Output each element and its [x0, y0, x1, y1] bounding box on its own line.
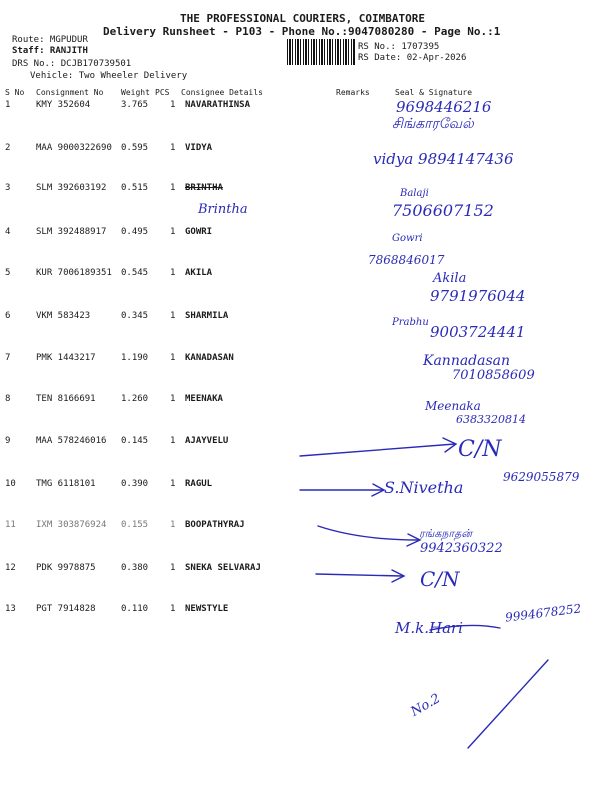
- handwritten-signature: ரங்கநாதன்: [419, 527, 472, 540]
- handwritten-signature: Akila: [433, 271, 467, 286]
- handwritten-signature: Kannadasan: [423, 353, 511, 369]
- row-consignment: IXM 303876924: [36, 520, 107, 530]
- handwritten-mark: No.2: [408, 691, 444, 720]
- row-consignee: NAVARATHINSA: [185, 100, 251, 110]
- row-weight: 0.345: [121, 311, 149, 321]
- staff-label: Staff: RANJITH: [12, 46, 88, 56]
- handwritten-phone: 7010858609: [452, 368, 535, 383]
- col-pcs: PCS: [155, 88, 170, 97]
- table-row: [0, 520, 600, 560]
- col-consignee: Consignee Details: [181, 88, 263, 97]
- row-weight: 3.765: [121, 100, 149, 110]
- row-weight: 0.145: [121, 436, 149, 446]
- barcode-image: [287, 39, 355, 65]
- row-sno: 7: [5, 353, 11, 363]
- handwritten-phone: 9003724441: [430, 323, 526, 341]
- handwritten-phone: 9791976044: [430, 287, 526, 305]
- row-pcs: 1: [170, 268, 176, 278]
- row-consignee: MEENAKA: [185, 394, 223, 404]
- handwritten-signature: Gowri: [392, 233, 423, 244]
- row-sno: 3: [5, 183, 11, 193]
- handwritten-phone: 7868846017: [368, 253, 445, 267]
- handwritten-signature: vidya 9894147436: [373, 150, 514, 168]
- row-consignee: BOOPATHYRAJ: [185, 520, 245, 530]
- row-sno: 6: [5, 311, 11, 321]
- row-sno: 11: [5, 520, 16, 530]
- row-pcs: 1: [170, 436, 176, 446]
- row-sno: 1: [5, 100, 11, 110]
- row-weight: 0.545: [121, 268, 149, 278]
- table-row: [0, 183, 600, 223]
- route-label: Route: MGPUDUR: [12, 35, 88, 45]
- col-consignment: Consignment No: [36, 88, 104, 97]
- handwritten-cn: C/N: [420, 567, 460, 591]
- row-consignee: RAGUL: [185, 479, 213, 489]
- handwritten-cn: C/N: [458, 437, 502, 462]
- table-row: [0, 100, 600, 140]
- row-consignee: KANADASAN: [185, 353, 234, 363]
- handwritten-phone: 9994678252: [504, 601, 582, 625]
- row-weight: 1.260: [121, 394, 149, 404]
- row-pcs: 1: [170, 100, 176, 110]
- row-consignment: KMY 352604: [36, 100, 91, 110]
- rs-date: RS Date: 02-Apr-2026: [358, 53, 467, 63]
- rs-number: RS No.: 1707395: [358, 42, 440, 52]
- table-row: [0, 479, 600, 519]
- row-sno: 13: [5, 604, 16, 614]
- row-consignee: NEWSTYLE: [185, 604, 229, 614]
- col-sno: S No: [5, 88, 25, 97]
- row-consignment: MAA 9000322690: [36, 143, 112, 153]
- row-consignment: PDK 9978875: [36, 563, 96, 573]
- row-consignment: VKM 583423: [36, 311, 91, 321]
- row-sno: 4: [5, 227, 11, 237]
- handwritten-signature: சிங்காரவேல்: [392, 116, 474, 132]
- row-pcs: 1: [170, 563, 176, 573]
- table-row: [0, 563, 600, 603]
- handwritten-name: Brintha: [198, 202, 248, 217]
- company-title: THE PROFESSIONAL COURIERS, COIMBATORE: [180, 12, 426, 25]
- row-pcs: 1: [170, 520, 176, 530]
- row-weight: 0.390: [121, 479, 149, 489]
- row-consignee: AJAYVELU: [185, 436, 229, 446]
- row-weight: 0.380: [121, 563, 149, 573]
- row-consignment: SLM 392603192: [36, 183, 107, 193]
- row-consignee: BRINTHA: [185, 183, 223, 193]
- handwritten-phone: 9942360322: [420, 541, 503, 556]
- row-weight: 0.155: [121, 520, 149, 530]
- row-consignment: KUR 7006189351: [36, 268, 112, 278]
- row-consignment: TEN 8166691: [36, 394, 96, 404]
- row-weight: 1.190: [121, 353, 149, 363]
- row-sno: 9: [5, 436, 11, 446]
- row-consignment: PMK 1443217: [36, 353, 96, 363]
- row-pcs: 1: [170, 353, 176, 363]
- handwritten-signature: M.k.Hari: [395, 619, 463, 637]
- row-sno: 8: [5, 394, 11, 404]
- handwritten-signature: Balaji: [400, 188, 429, 199]
- handwritten-signature: S.Nivetha: [384, 478, 464, 497]
- handwritten-phone: 9629055879: [503, 470, 580, 484]
- vehicle-label: Vehicle: Two Wheeler Delivery: [30, 71, 188, 81]
- slash-stroke: [468, 660, 548, 748]
- col-weight: Weight: [121, 88, 150, 97]
- drs-label: DRS No.: DCJB170739501: [12, 59, 132, 69]
- table-row: [0, 227, 600, 267]
- row-consignment: PGT 7914828: [36, 604, 96, 614]
- row-sno: 5: [5, 268, 11, 278]
- row-pcs: 1: [170, 227, 176, 237]
- row-sno: 2: [5, 143, 11, 153]
- row-consignment: TMG 6118101: [36, 479, 96, 489]
- row-pcs: 1: [170, 183, 176, 193]
- row-sno: 12: [5, 563, 16, 573]
- row-weight: 0.515: [121, 183, 149, 193]
- row-consignee: GOWRI: [185, 227, 213, 237]
- handwritten-signature: Meenaka: [425, 399, 481, 413]
- row-consignee: VIDYA: [185, 143, 213, 153]
- handwritten-signature: Prabhu: [392, 317, 429, 328]
- row-pcs: 1: [170, 143, 176, 153]
- row-pcs: 1: [170, 604, 176, 614]
- handwritten-phone: 9698446216: [396, 98, 492, 116]
- col-remarks: Remarks: [336, 88, 370, 97]
- handwritten-phone: 7506607152: [392, 201, 494, 220]
- runsheet-subtitle: Delivery Runsheet - P103 - Phone No.:9047080280 - Page No.:1: [103, 25, 501, 38]
- row-weight: 0.495: [121, 227, 149, 237]
- row-sno: 10: [5, 479, 16, 489]
- row-pcs: 1: [170, 479, 176, 489]
- row-consignee: SNEKA SELVARAJ: [185, 563, 261, 573]
- row-consignee: AKILA: [185, 268, 213, 278]
- row-consignee: SHARMILA: [185, 311, 229, 321]
- col-seal: Seal & Signature: [395, 88, 473, 97]
- row-weight: 0.110: [121, 604, 149, 614]
- row-weight: 0.595: [121, 143, 149, 153]
- handwritten-phone: 6383320814: [456, 413, 526, 426]
- row-pcs: 1: [170, 394, 176, 404]
- row-consignment: SLM 392488917: [36, 227, 107, 237]
- row-consignment: MAA 578246016: [36, 436, 107, 446]
- row-pcs: 1: [170, 311, 176, 321]
